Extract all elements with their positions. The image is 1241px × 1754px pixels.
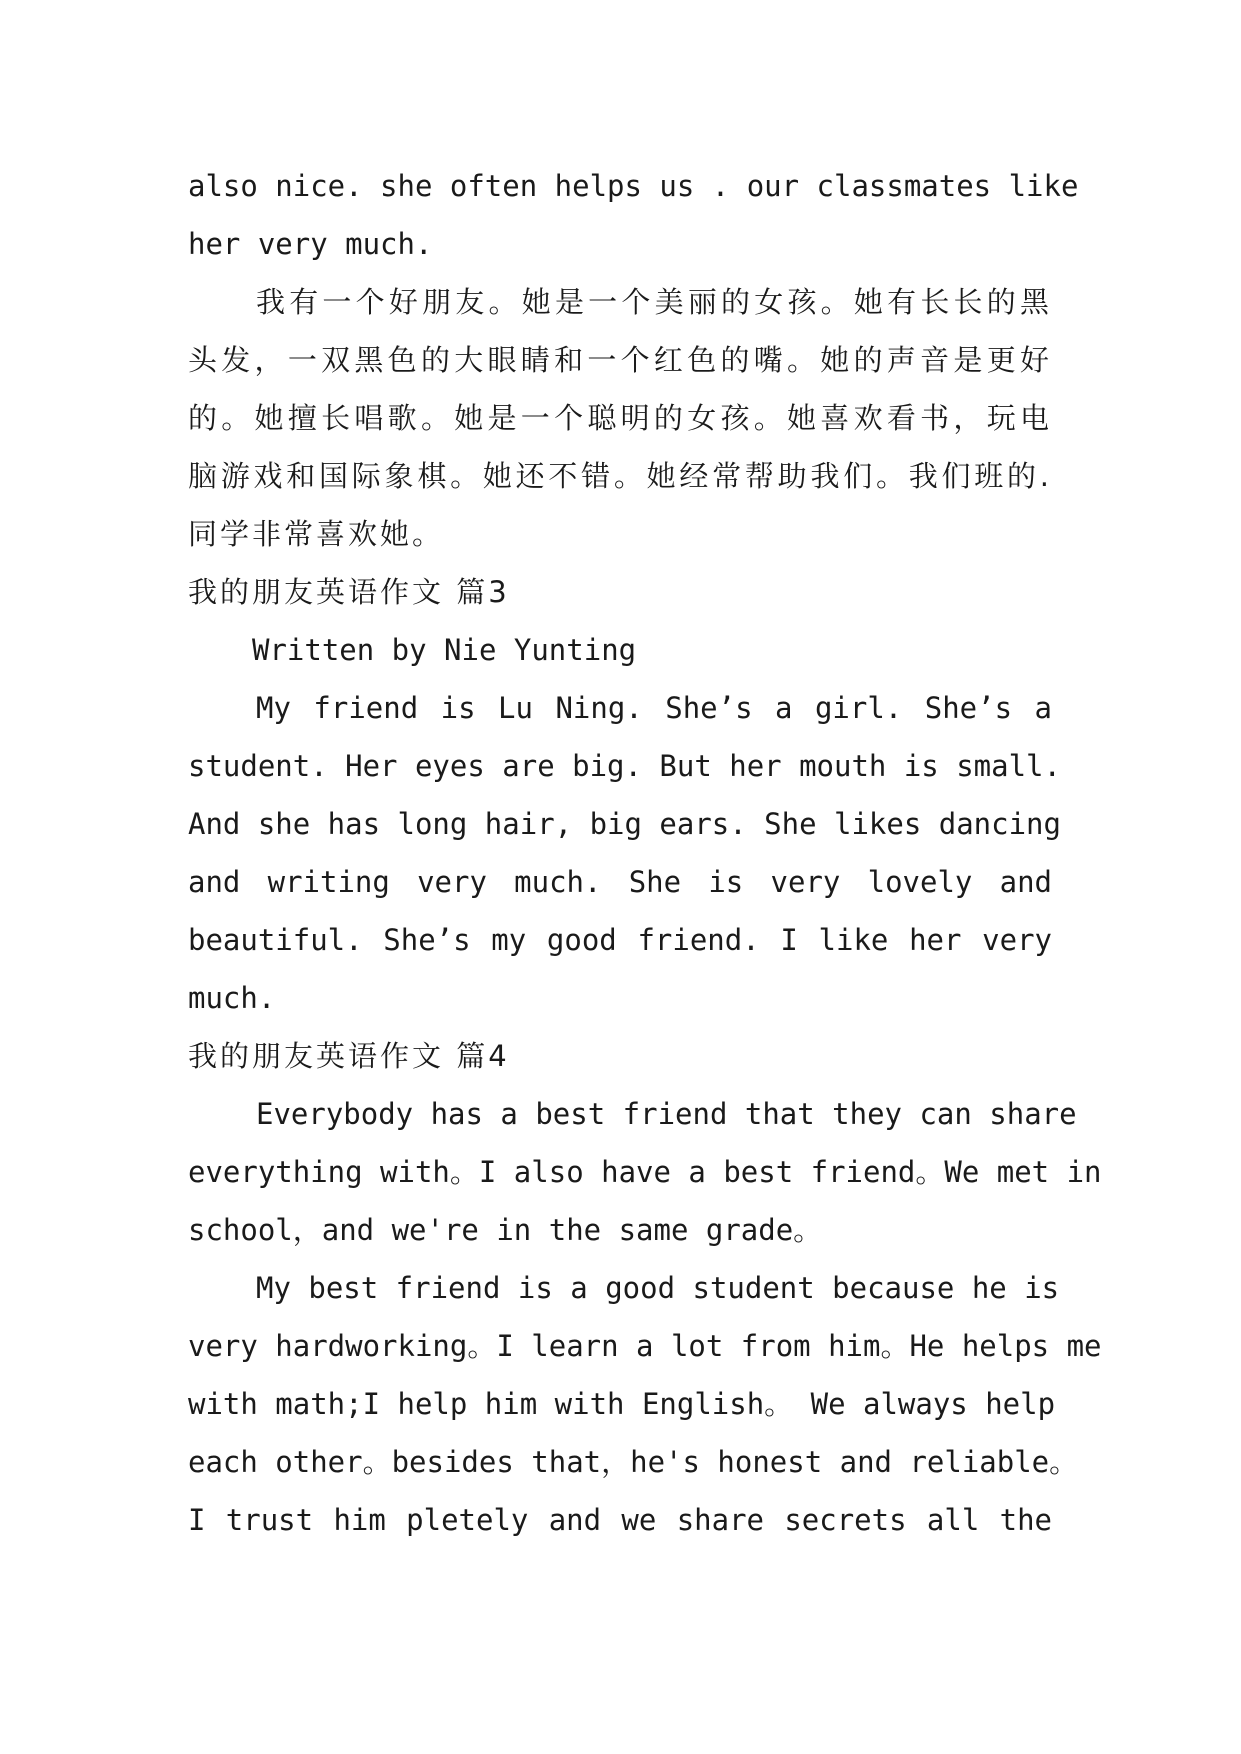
- paragraph-line: school，and we're in the same grade。: [188, 1213, 823, 1247]
- paragraph-line: 脑游戏和国际象棋。她还不错。她经常帮助我们。我们班的.: [188, 459, 1052, 493]
- paragraph-line: 同学非常喜欢她。: [188, 517, 445, 551]
- paragraph-line: My friend is Lu Ning. She’s a girl. She’s a: [256, 691, 1052, 725]
- paragraph-line: beautiful. She’s my good friend. I like her very: [188, 923, 1052, 957]
- paragraph-line: everything with。I also have a best friend。We met in: [188, 1155, 1102, 1189]
- paragraph-line: very hardworking。I learn a lot from him。He helps me: [188, 1329, 1102, 1363]
- paragraph-line: Written by Nie Yunting: [252, 633, 637, 667]
- paragraph-line: And she has long hair, big ears. She likes dancing: [188, 807, 1061, 841]
- paragraph-line: My best friend is a good student because he is: [256, 1271, 1060, 1305]
- paragraph-line: with math;I help him with English。 We always help: [188, 1387, 1056, 1421]
- paragraph-line: 我有一个好朋友。她是一个美丽的女孩。她有长长的黑: [256, 285, 1052, 319]
- paragraph-line: student. Her eyes are big. But her mouth is small.: [188, 749, 1061, 783]
- paragraph-line: 的。她擅长唱歌。她是一个聪明的女孩。她喜欢看书，玩电: [188, 401, 1052, 435]
- paragraph-line: also nice. she often helps us . our classmates like: [188, 169, 1079, 203]
- paragraph-line: her very much.: [188, 227, 433, 261]
- paragraph-line: each other。besides that，he's honest and reliable。: [188, 1445, 1079, 1479]
- paragraph-line: Everybody has a best friend that they can share: [256, 1097, 1077, 1131]
- paragraph-line: I trust him pletely and we share secrets all the: [188, 1503, 1052, 1537]
- paragraph-line: 头发，一双黑色的大眼睛和一个红色的嘴。她的声音是更好: [188, 343, 1052, 377]
- section-heading: 我的朋友英语作文 篇4: [188, 1039, 510, 1073]
- section-heading: 我的朋友英语作文 篇3: [188, 575, 510, 609]
- paragraph-line: and writing very much. She is very lovely and: [188, 865, 1052, 899]
- paragraph-line: much.: [188, 981, 276, 1015]
